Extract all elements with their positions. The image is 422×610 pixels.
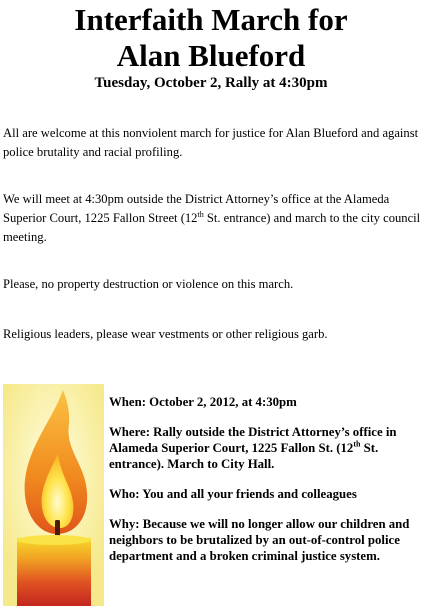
who-detail: Who: You and all your friends and colleagues	[109, 487, 357, 501]
where-detail	[109, 424, 421, 472]
event-details	[109, 394, 421, 578]
title-line-2: Alan Blueford	[116, 38, 306, 73]
candle-top	[17, 535, 91, 545]
nonviolence-paragraph: Please, no property destruction or violence on this march.	[3, 277, 294, 291]
flyer-subtitle: Tuesday, October 2, Rally at 4:30pm	[94, 75, 328, 91]
meeting-ordinal: th	[197, 209, 204, 219]
meeting-text-b: St. entrance) and march to the city council meeting.	[3, 211, 421, 244]
when-detail: When: October 2, 2012, at 4:30pm	[109, 395, 297, 409]
flyer-title	[0, 2, 422, 74]
where-text-a: Where: Rally outside the District Attorney’s office in Alameda Superior Court, 1225 Fallon St. (12	[109, 425, 397, 455]
vestments-paragraph: Religious leaders, please wear vestments or other religious garb.	[3, 327, 328, 341]
meeting-paragraph	[3, 190, 421, 247]
where-text-b: St. entrance). March to City Hall.	[109, 441, 379, 471]
where-ordinal: th	[353, 439, 361, 449]
meeting-text-a: We will meet at 4:30pm outside the District Attorney’s office at the Alameda Superior Court, 1225 Fallon Street (12	[3, 192, 390, 225]
welcome-paragraph: All are welcome at this nonviolent march for justice for Alan Blueford and against police brutality and racial profiling.	[3, 126, 419, 159]
why-detail: Why: Because we will no longer allow our children and neighbors to be brutalized by an out-of-control police department and a broken criminal justice system.	[109, 517, 410, 563]
candle-body	[17, 538, 91, 606]
candle-icon	[3, 384, 104, 606]
title-line-1: Interfaith March for	[74, 2, 348, 37]
